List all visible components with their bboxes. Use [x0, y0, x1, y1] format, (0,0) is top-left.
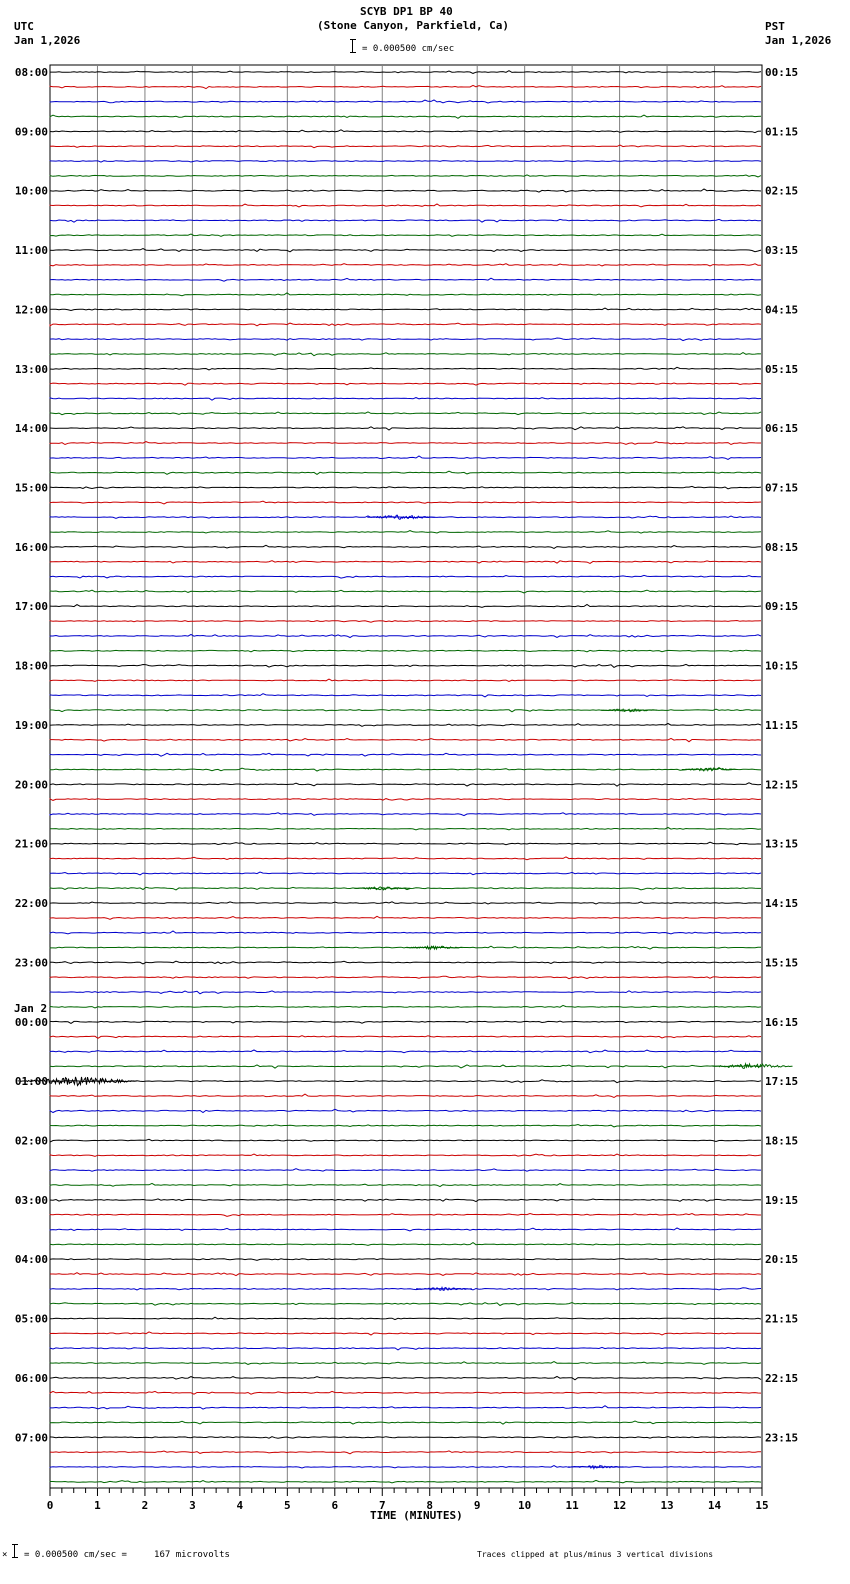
trace-row — [50, 753, 761, 756]
trace-row — [50, 946, 761, 949]
chart-title: SCYB DP1 BP 40 — [360, 5, 453, 18]
pst-hour-label: 18:15 — [765, 1134, 799, 1148]
pst-hour-label: 03:15 — [765, 244, 799, 258]
utc-hour-label: 06:00 — [14, 1371, 48, 1385]
footer-mark: × — [2, 1550, 8, 1560]
trace-row — [50, 842, 761, 845]
trace-row — [50, 783, 761, 786]
pst-hour-label: 08:15 — [765, 540, 799, 554]
trace-row — [50, 694, 761, 697]
pst-hour-label: 15:15 — [765, 956, 799, 970]
footer-scale-label: = 0.000500 cm/sec = 167 microvolts — [24, 1550, 230, 1560]
trace-row — [50, 991, 761, 994]
x-tick-label: 12 — [612, 1499, 627, 1512]
trace-row — [50, 1273, 761, 1276]
trace-row — [50, 1406, 761, 1409]
trace-row — [50, 650, 761, 652]
utc-hour-label: 07:00 — [14, 1431, 48, 1445]
trace-row — [50, 1303, 761, 1306]
trace-row — [50, 561, 761, 564]
x-tick-label: 3 — [189, 1499, 196, 1512]
utc-hour-label: 12:00 — [14, 303, 48, 317]
event-burst — [568, 1466, 624, 1469]
trace-row — [50, 1080, 761, 1083]
trace-row — [50, 1183, 761, 1186]
trace-row — [50, 931, 761, 934]
trace-row — [50, 383, 761, 385]
pst-hour-label: 20:15 — [765, 1253, 799, 1267]
header-scale-label: = 0.000500 cm/sec — [362, 44, 455, 54]
utc-hour-label: 02:00 — [14, 1134, 48, 1148]
trace-row — [50, 1065, 761, 1068]
x-tick-label: 2 — [141, 1499, 149, 1512]
pst-hour-label: 12:15 — [765, 778, 799, 792]
x-tick-label: 0 — [46, 1499, 54, 1512]
pst-hour-label: 06:15 — [765, 422, 799, 436]
trace-row — [50, 71, 761, 74]
trace-row — [50, 278, 761, 281]
trace-row — [50, 486, 761, 488]
trace-row — [50, 724, 761, 727]
x-tick-label: 7 — [378, 1499, 386, 1512]
utc-hour-label: 09:00 — [14, 125, 48, 139]
pst-hour-label: 04:15 — [765, 303, 799, 317]
pst-hour-label: 02:15 — [765, 184, 799, 198]
trace-row — [50, 1228, 761, 1231]
footer-scale-bar-icon — [14, 1544, 21, 1558]
trace-row — [50, 531, 761, 534]
utc-hour-label: 20:00 — [14, 778, 48, 792]
trace-row — [50, 1377, 761, 1380]
x-tick-label: 1 — [94, 1499, 101, 1512]
trace-row — [50, 219, 761, 222]
trace-row — [50, 813, 761, 816]
trace-row — [50, 590, 761, 593]
pst-hour-label: 17:15 — [765, 1075, 799, 1089]
trace-row — [50, 456, 761, 459]
trace-row — [50, 145, 761, 148]
trace-row — [50, 1259, 761, 1261]
trace-row — [50, 130, 761, 133]
trace-row — [50, 1005, 761, 1008]
trace-row — [50, 398, 761, 401]
trace-row — [50, 1332, 761, 1335]
x-tick-label: 6 — [331, 1499, 339, 1512]
trace-row — [50, 249, 761, 252]
clip-note: Traces clipped at plus/minus 3 vertical divisions — [477, 1550, 714, 1559]
trace-row — [50, 1288, 761, 1290]
left-date: Jan 1,2026 — [14, 34, 81, 47]
utc-hour-label: 01:00 — [14, 1075, 48, 1089]
left-timezone: UTC — [14, 20, 34, 33]
trace-row — [50, 367, 761, 370]
x-tick-label: 8 — [426, 1499, 434, 1512]
trace-row — [50, 353, 761, 356]
x-tick-label: 4 — [236, 1499, 244, 1512]
date-change-label: Jan 2 — [14, 1001, 48, 1015]
x-tick-label: 9 — [473, 1499, 481, 1512]
x-axis-label: TIME (MINUTES) — [370, 1509, 463, 1522]
event-burst — [601, 709, 657, 712]
trace-row — [50, 1466, 761, 1468]
utc-hour-label: 19:00 — [14, 718, 48, 732]
trace-row — [50, 738, 761, 741]
pst-hour-label: 19:15 — [765, 1193, 799, 1207]
pst-hour-label: 14:15 — [765, 897, 799, 911]
trace-row — [50, 768, 761, 771]
trace-row — [50, 1214, 761, 1217]
trace-row — [50, 902, 761, 904]
trace-row — [50, 308, 761, 310]
trace-row — [50, 427, 761, 430]
trace-row — [50, 1362, 761, 1365]
trace-row — [50, 635, 761, 638]
trace-row — [50, 115, 761, 118]
utc-hour-label: 03:00 — [14, 1193, 48, 1207]
pst-hour-label: 13:15 — [765, 837, 799, 851]
utc-hour-label: 16:00 — [14, 540, 48, 554]
trace-row — [50, 976, 761, 979]
event-burst — [407, 946, 463, 949]
utc-hour-label: 15:00 — [14, 481, 48, 495]
trace-row — [50, 857, 761, 860]
utc-hour-label: 08:00 — [14, 66, 48, 79]
utc-hour-label: 10:00 — [14, 184, 48, 198]
utc-hour-label: 11:00 — [14, 244, 48, 258]
trace-row — [50, 605, 761, 608]
pst-hour-label: 00:15 — [765, 66, 799, 79]
trace-row — [50, 545, 761, 548]
x-tick-label: 14 — [707, 1499, 722, 1512]
trace-row — [50, 1154, 761, 1156]
utc-hour-label: 23:00 — [14, 956, 48, 970]
pst-hour-label: 16:15 — [765, 1015, 799, 1029]
trace-row — [50, 916, 761, 919]
trace-row — [50, 204, 761, 207]
trace-row — [50, 1125, 761, 1127]
pst-hour-label: 11:15 — [765, 718, 799, 732]
trace-row — [50, 799, 761, 801]
trace-row — [50, 189, 761, 192]
utc-hour-label: 17:00 — [14, 600, 48, 614]
trace-row — [50, 1169, 761, 1172]
utc-hour-label: 14:00 — [14, 422, 48, 436]
chart-subtitle: (Stone Canyon, Parkfield, Ca) — [317, 19, 510, 32]
trace-row — [50, 1317, 761, 1319]
pst-hour-label: 07:15 — [765, 481, 799, 495]
pst-hour-label: 01:15 — [765, 125, 799, 139]
x-tick-label: 11 — [565, 1499, 579, 1512]
trace-row — [50, 1021, 761, 1023]
x-tick-label: 15 — [755, 1499, 769, 1512]
utc-hour-label: 22:00 — [14, 897, 48, 911]
trace-row — [50, 1451, 761, 1454]
trace-row — [50, 828, 761, 830]
trace-row — [50, 679, 761, 681]
trace-row — [50, 100, 761, 103]
right-date: Jan 1,2026 — [765, 34, 832, 47]
trace-row — [50, 1421, 761, 1424]
trace-row — [50, 471, 761, 474]
x-tick-label: 10 — [518, 1499, 532, 1512]
trace-row — [50, 1050, 761, 1053]
pst-hour-label: 22:15 — [765, 1371, 799, 1385]
trace-row — [50, 1347, 761, 1350]
trace-row — [50, 872, 761, 875]
trace-row — [50, 1036, 761, 1039]
utc-hour-label: 04:00 — [14, 1253, 48, 1267]
trace-row — [50, 323, 761, 326]
pst-hour-label: 23:15 — [765, 1431, 799, 1445]
trace-row — [50, 1094, 761, 1097]
utc-hour-label: 00:00 — [14, 1015, 48, 1029]
trace-row — [50, 85, 761, 88]
x-tick-label: 5 — [284, 1499, 291, 1512]
trace-row — [50, 161, 761, 163]
pst-hour-label: 05:15 — [765, 362, 799, 376]
trace-row — [50, 293, 761, 296]
trace-row — [50, 442, 761, 445]
trace-row — [50, 264, 761, 266]
trace-row — [50, 961, 761, 964]
trace-row — [50, 621, 761, 623]
event-burst — [713, 1064, 793, 1069]
trace-row — [50, 664, 761, 667]
trace-row — [50, 1109, 761, 1112]
x-tick-label: 13 — [660, 1499, 674, 1512]
trace-row — [50, 338, 761, 341]
utc-hour-label: 18:00 — [14, 659, 48, 673]
trace-row — [50, 1437, 761, 1439]
trace-row — [50, 1199, 761, 1202]
pst-hour-label: 10:15 — [765, 659, 799, 673]
trace-row — [50, 234, 761, 236]
trace-row — [50, 1243, 761, 1246]
pst-hour-label: 21:15 — [765, 1312, 799, 1326]
right-timezone: PST — [765, 20, 785, 33]
trace-row — [50, 575, 761, 578]
utc-hour-label: 21:00 — [14, 837, 48, 851]
utc-hour-label: 05:00 — [14, 1312, 48, 1326]
trace-row — [50, 1391, 761, 1394]
trace-row — [50, 1139, 761, 1142]
trace-row — [50, 1480, 761, 1482]
utc-hour-label: 13:00 — [14, 362, 48, 376]
trace-row — [50, 412, 761, 415]
trace-row — [50, 175, 761, 177]
trace-row — [50, 501, 761, 504]
pst-hour-label: 09:15 — [765, 600, 799, 614]
